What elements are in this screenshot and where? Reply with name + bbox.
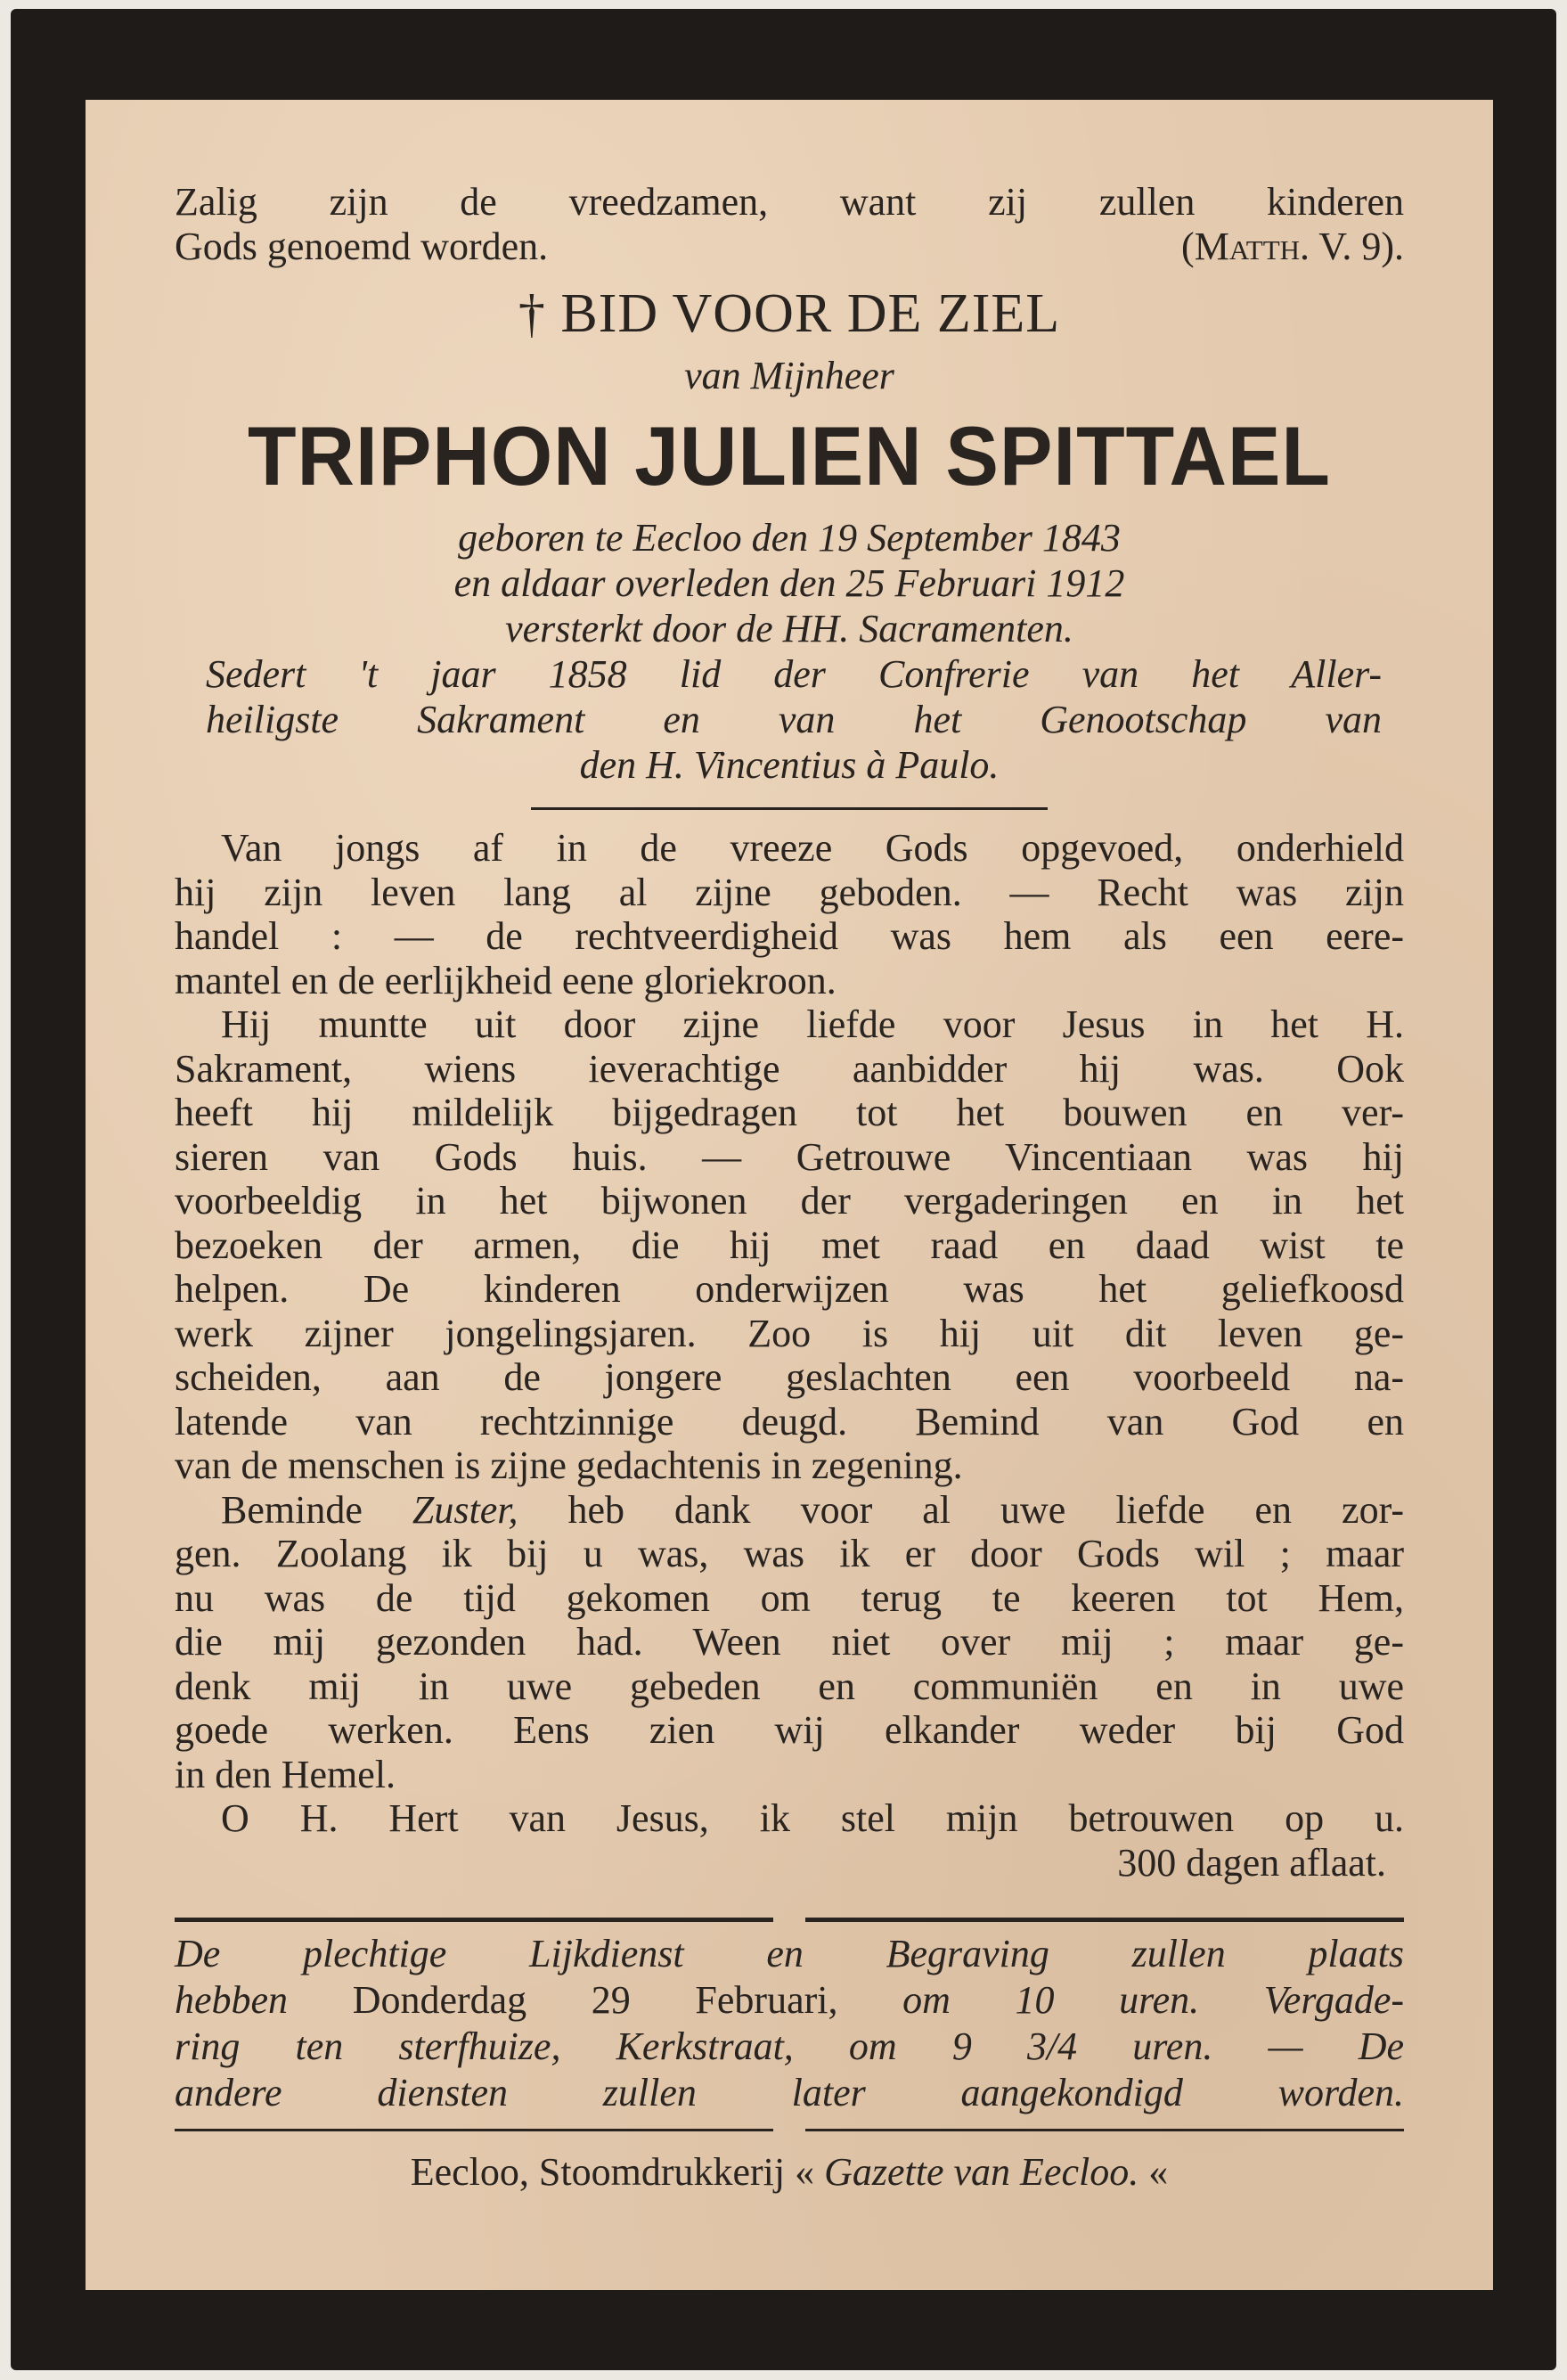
text-line: heeft hij mildelijk bijgedragen tot het bouwen en ver-	[175, 1091, 1404, 1134]
text-line: die mij gezonden had. Ween niet over mij ; maar ge-	[175, 1620, 1404, 1664]
epigraph-reference: (Matth. V. 9).	[1181, 225, 1404, 268]
text-line: Van jongs af in de vreeze Gods opgevoed, onderhield	[221, 826, 1404, 870]
text-line: scheiden, aan de jongere geslachten een voorbeeld na-	[175, 1355, 1404, 1399]
deceased-name: TRIPHON JULIEN SPITTAEL	[248, 409, 1331, 503]
text-line: in den Hemel.	[175, 1752, 396, 1796]
text-line: latende van rechtzinnige deugd. Bemind van God en	[175, 1399, 1404, 1444]
text-line: werk zijner jongelingsjaren. Zoo is hij uit dit leven ge-	[175, 1311, 1404, 1355]
printer-text: Eecloo, Stoomdrukkerij «	[410, 2149, 825, 2194]
prayer-heading-text: BID VOOR DE ZIEL	[560, 283, 1061, 344]
detail-line: den H. Vincentius à Paulo.	[579, 743, 1000, 787]
card-paper	[86, 100, 1493, 2290]
text-line: sieren van Gods huis. — Getrouwe Vincentiaan was hij	[175, 1134, 1404, 1179]
text-line: Sakrament, wiens ieverachtige aanbidder hij was. Ook	[175, 1046, 1404, 1091]
funeral-line	[175, 1977, 1404, 2024]
detail-line: heiligste Sakrament en van het Genootschap van	[206, 698, 1382, 741]
eulogy	[175, 826, 1404, 1488]
funeral-part: hebben	[175, 1977, 289, 2022]
funeral-notice	[175, 1931, 1404, 2116]
text-line: helpen. De kinderen onderwijzen was het geliefkoosd	[175, 1267, 1404, 1311]
cross-icon: †	[518, 284, 546, 343]
mourning-card	[11, 9, 1556, 2370]
sister-line	[175, 1488, 1404, 1533]
text-line: goede werken. Eens zien wij elkander weder bij God	[175, 1708, 1404, 1752]
funeral-date: Donderdag 29 Februari,	[288, 1977, 903, 2022]
detail-line: geboren te Eecloo den 19 September 1843	[458, 516, 1121, 560]
epigraph	[175, 180, 1404, 269]
printer-close: «	[1139, 2149, 1169, 2194]
text-line: O H. Hert van Jesus, ik stel mijn betrouwen op u.	[221, 1796, 1404, 1840]
card-content	[175, 180, 1404, 2197]
funeral-part: om 10 uren. Vergade-	[902, 1977, 1405, 2022]
detail-line: en aldaar overleden den 25 Februari 1912	[453, 561, 1125, 605]
funeral-line: andere diensten zullen later aangekondigd worden.	[175, 2070, 1404, 2114]
detail-line: versterkt door de HH. Sacramenten.	[505, 607, 1073, 650]
text-line: bezoeken der armen, die hij met raad en daad wist te	[175, 1223, 1404, 1267]
text-line: handel : — de rechtveerdigheid was hem als een eere-	[175, 914, 1404, 958]
text-line: mantel en de eerlijkheid eene gloriekroon.	[175, 958, 837, 1002]
printer-name: Gazette van Eecloo.	[824, 2149, 1139, 2194]
sister-pre: Beminde	[221, 1487, 412, 1532]
text-line: gen. Zoolang ik bij u was, was ik er door Gods wil ; maar	[175, 1532, 1404, 1575]
farewell	[175, 1532, 1404, 1841]
epigraph-line-2	[175, 225, 1404, 269]
detail-line: Sedert 't jaar 1858 lid der Confrerie van het Aller-	[206, 652, 1382, 696]
divider-thin	[175, 2129, 1404, 2131]
text-line: nu was de tijd gekomen om terug te keeren tot Hem,	[175, 1575, 1404, 1620]
indulgence: 300 dagen aflaat.	[1117, 1840, 1386, 1885]
sister-word: Zuster,	[412, 1487, 518, 1532]
van-mijnheer: van Mijnheer	[684, 354, 894, 397]
text-line: hij zijn leven lang al zijne geboden. — Recht was zijn	[175, 870, 1404, 914]
details	[175, 515, 1404, 788]
epigraph-line: Zalig zijn de vreedzamen, want zij zullen kinderen	[175, 180, 1404, 224]
epigraph-text: Gods genoemd worden.	[175, 225, 549, 268]
text-line: Hij muntte uit door zijne liefde voor Jesus in het H.	[221, 1002, 1404, 1046]
text-line: van de menschen is zijne gedachtenis in zegening.	[175, 1444, 963, 1487]
funeral-line: ring ten sterfhuize, Kerkstraat, om 9 3/4 uren. — De	[175, 2024, 1404, 2068]
text-line: denk mij in uwe gebeden en communiën en in uwe	[175, 1664, 1404, 1708]
text-line: voorbeeldig in het bijwonen der vergaderingen en in het	[175, 1179, 1404, 1223]
printer-line	[175, 2147, 1404, 2197]
sister-post: heb dank voor al uwe liefde en zor-	[518, 1487, 1404, 1532]
divider-double	[175, 1918, 1404, 1922]
funeral-line: De plechtige Lijkdienst en Begraving zullen plaats	[175, 1931, 1404, 1975]
divider	[531, 807, 1048, 810]
prayer-heading	[175, 278, 1404, 349]
